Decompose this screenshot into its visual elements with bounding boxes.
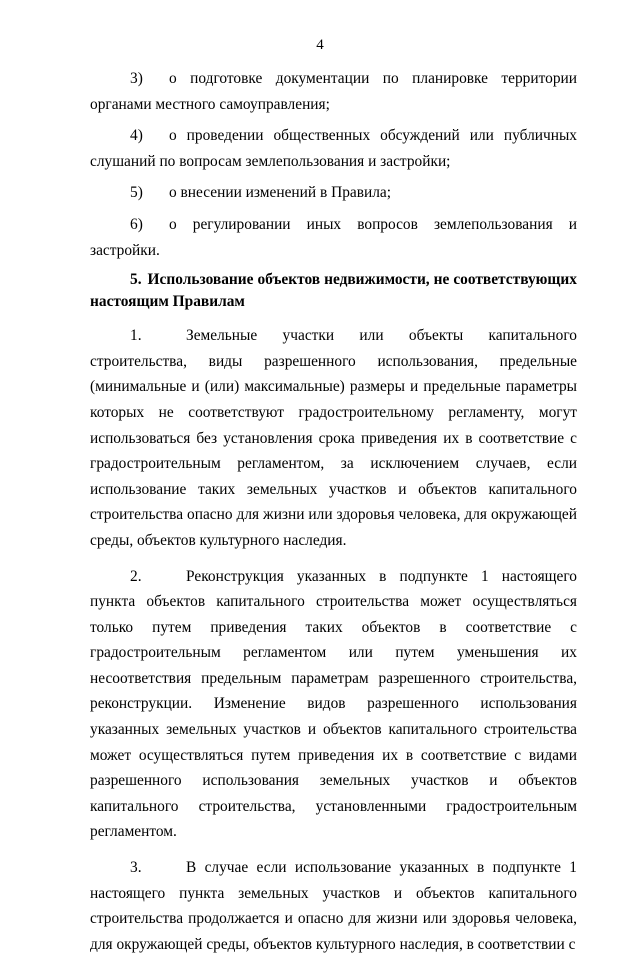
list-item-text: о регулировании иных вопросов землепользования и застройки.: [90, 215, 577, 259]
paragraph-text: Реконструкция указанных в подпункте 1 настоящего пункта объектов капитального строительства может осуществляться только путем приведения таких объектов в соответствие с градостроительным регламентом или путем уменьшения их несоответствия предельным параметрам разрешенного строительства, реконструкции. Изменение видов разрешенного использования указанных земельных участков и объектов капитального строительства может осуществляться путем приведения их в соответствие с видами разрешенного использования земельных участков и объектов капитального строительства, установленными градостроительным регламентом.: [90, 567, 577, 841]
paragraph-text: Земельные участки или объекты капитального строительства, виды разрешенного использования, предельные (минимальные и (или) максимальные) размеры и предельные параметры которых не соответствуют градостроительному регламенту, могут использоваться без установления срока приведения их в соответствие с градостроительным регламентом, за исключением случаев, если использование таких земельных участков и объектов капитального строительства опасно для жизни или здоровья человека, для окружающей среды, объектов культурного наследия.: [90, 327, 577, 549]
list-item-number: 4): [130, 127, 143, 145]
list-item: [90, 66, 577, 117]
paragraph-text: В случае если использование указанных в подпункте 1 настоящего пункта земельных участков и объектов капитального строительства продолжается и опасно для жизни или здоровья человека, для окружающей среды, объектов культурного наследия, в соответствии с: [90, 859, 577, 953]
section-number: 5.: [130, 271, 142, 289]
page-number: 4: [316, 37, 324, 53]
paragraph-number: 2.: [130, 567, 142, 585]
list-item: [90, 180, 577, 206]
paragraph-number: 3.: [130, 859, 142, 877]
numbered-paragraph: [90, 564, 577, 846]
list-item-number: 3): [130, 70, 143, 87]
list-item-text: о внесении изменений в Правила;: [169, 184, 392, 202]
list-item-text: о подготовке документации по планировке территории органами местного самоуправления;: [90, 70, 577, 113]
page-content: [90, 66, 577, 963]
numbered-paragraph: [90, 855, 577, 957]
section-heading: [90, 269, 577, 313]
list-item-text: о проведении общественных обсуждений или публичных слушаний по вопросам землепользования и застройки;: [90, 127, 577, 170]
list-item: [90, 123, 577, 174]
paragraph-number: 1.: [130, 327, 142, 345]
list-item: [90, 212, 577, 263]
section-title: Использование объектов недвижимости, не соответствующих настоящим Правилам: [90, 271, 577, 311]
list-item-number: 6): [130, 215, 143, 233]
list-item-number: 5): [130, 184, 143, 202]
numbered-paragraph: [90, 323, 577, 553]
